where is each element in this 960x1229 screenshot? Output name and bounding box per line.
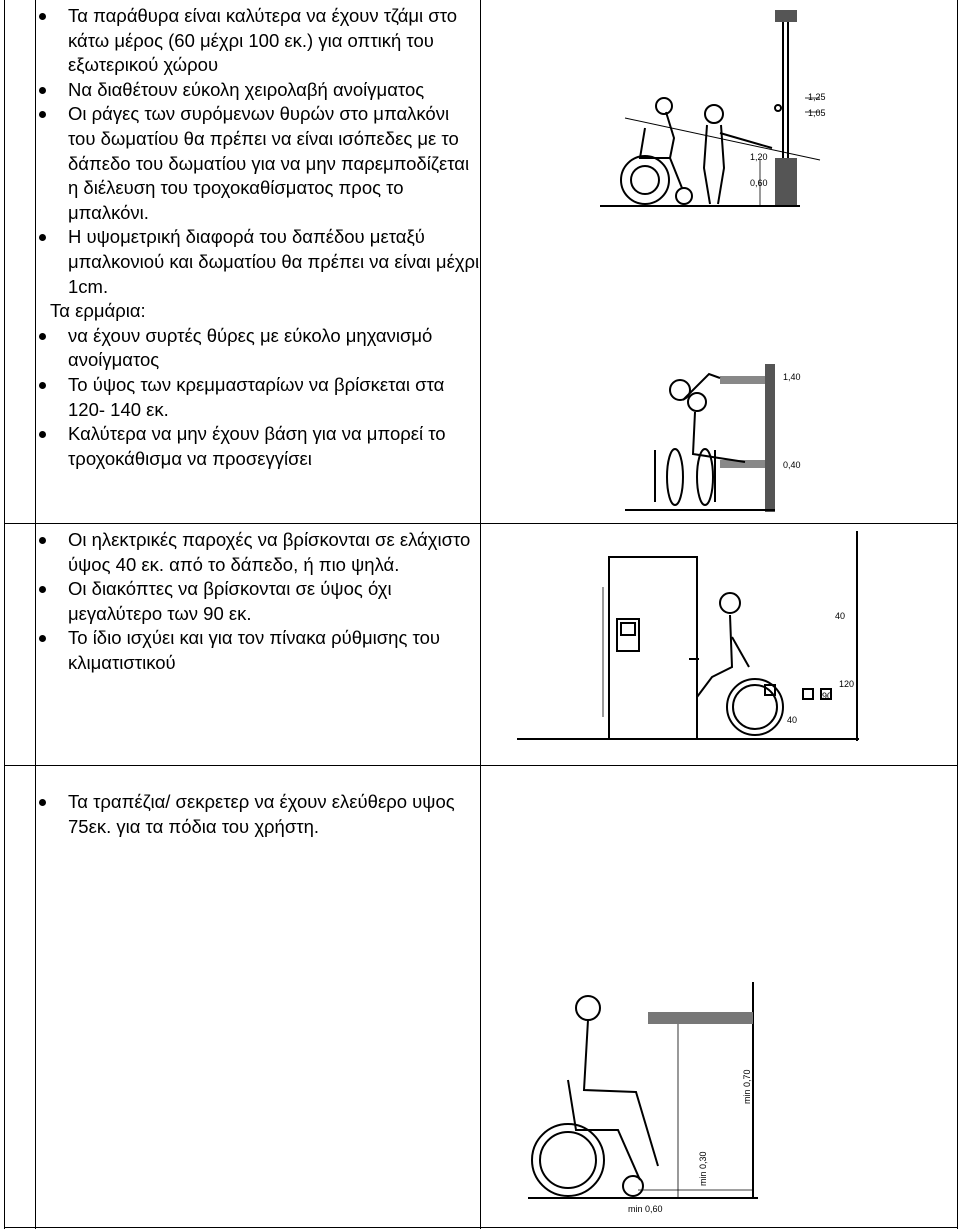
- desk-requirements-list: [36, 790, 480, 839]
- list-item: Οι ράγες των συρόμενων θυρών στο μπαλκόνι του δωματίου θα πρέπει να είναι ισόπεδες με το δάπεδο του δωματίου για να μην παρεμποδίζεται η διέλευση του τροχοκαθίσματος προς το μπαλκόνι.: [36, 102, 480, 225]
- list-item: Να διαθέτουν εύκολη χειρολαβή ανοίγματος: [36, 78, 480, 103]
- table-border-right: [957, 0, 958, 1229]
- table-divider-col2: [480, 0, 481, 1229]
- outlets-dim-label: 90: [822, 691, 833, 701]
- list-item: Το ίδιο ισχύει και για τον πίνακα ρύθμισης του κλιματιστικού: [36, 626, 480, 675]
- window-requirements-list: [36, 4, 480, 299]
- desk-illustration: [528, 980, 778, 1220]
- window-dim-label: 1,05: [808, 108, 826, 118]
- list-item: Τα τραπέζια/ σεκρετερ να έχουν ελεύθερο υψος 75εκ. για τα πόδια του χρήστη.: [36, 790, 480, 839]
- wardrobe-dim-label: 1,40: [783, 372, 801, 382]
- outlets-illustration: [517, 527, 867, 743]
- outlets-dim-label: 120: [839, 679, 855, 689]
- table-row-separator-2: [4, 765, 958, 766]
- table-border-bottom: [4, 1227, 958, 1228]
- row2-text-cell: [36, 528, 480, 676]
- table-row-separator-1: [4, 523, 958, 524]
- window-illustration: [600, 8, 830, 214]
- list-item: να έχουν συρτές θύρες με εύκολο μηχανισμό ανοίγματος: [36, 324, 480, 373]
- desk-dim-label: min 0,30: [698, 1151, 708, 1186]
- list-item: Το ύψος των κρεμμασταρίων να βρίσκεται στα 120- 140 εκ.: [36, 373, 480, 422]
- list-item: Οι διακόπτες να βρίσκονται σε ύψος όχι μεγαλύτερο των 90 εκ.: [36, 577, 480, 626]
- list-item: Η υψομετρική διαφορά του δαπέδου μεταξύ μπαλκονιού και δωματίου θα πρέπει να είναι μέχρι 1cm.: [36, 225, 480, 299]
- window-dim-label: 1,20: [750, 152, 768, 162]
- outlets-dim-label: 40: [835, 611, 846, 621]
- outlets-dim-label: 40: [787, 715, 798, 725]
- row3-text-cell: [36, 790, 480, 839]
- list-item: Οι ηλεκτρικές παροχές να βρίσκονται σε ελάχιστο ύψος 40 εκ. από το δάπεδο, ή πιο ψηλά.: [36, 528, 480, 577]
- wardrobe-illustration: [625, 362, 805, 514]
- row1-text-cell: [36, 4, 480, 471]
- table-border-left: [4, 0, 5, 1229]
- wardrobe-dim-label: 0,40: [783, 460, 801, 470]
- electrical-requirements-list: [36, 528, 480, 676]
- wardrobe-requirements-list: [36, 324, 480, 472]
- window-dim-label: 0,60: [750, 178, 768, 188]
- list-item: Τα παράθυρα είναι καλύτερα να έχουν τζάμι στο κάτω μέρος (60 μέχρι 100 εκ.) για οπτική του εξωτερικού χώρου: [36, 4, 480, 78]
- window-dim-label: 1,25: [808, 92, 826, 102]
- desk-dim-label: min 0,70: [742, 1069, 752, 1104]
- wardrobe-heading: Τα ερμάρια:: [50, 300, 146, 322]
- list-item: Καλύτερα να μην έχουν βάση για να μπορεί το τροχοκάθισμα να προσεγγίσει: [36, 422, 480, 471]
- desk-dim-label: min 0,60: [628, 1204, 663, 1214]
